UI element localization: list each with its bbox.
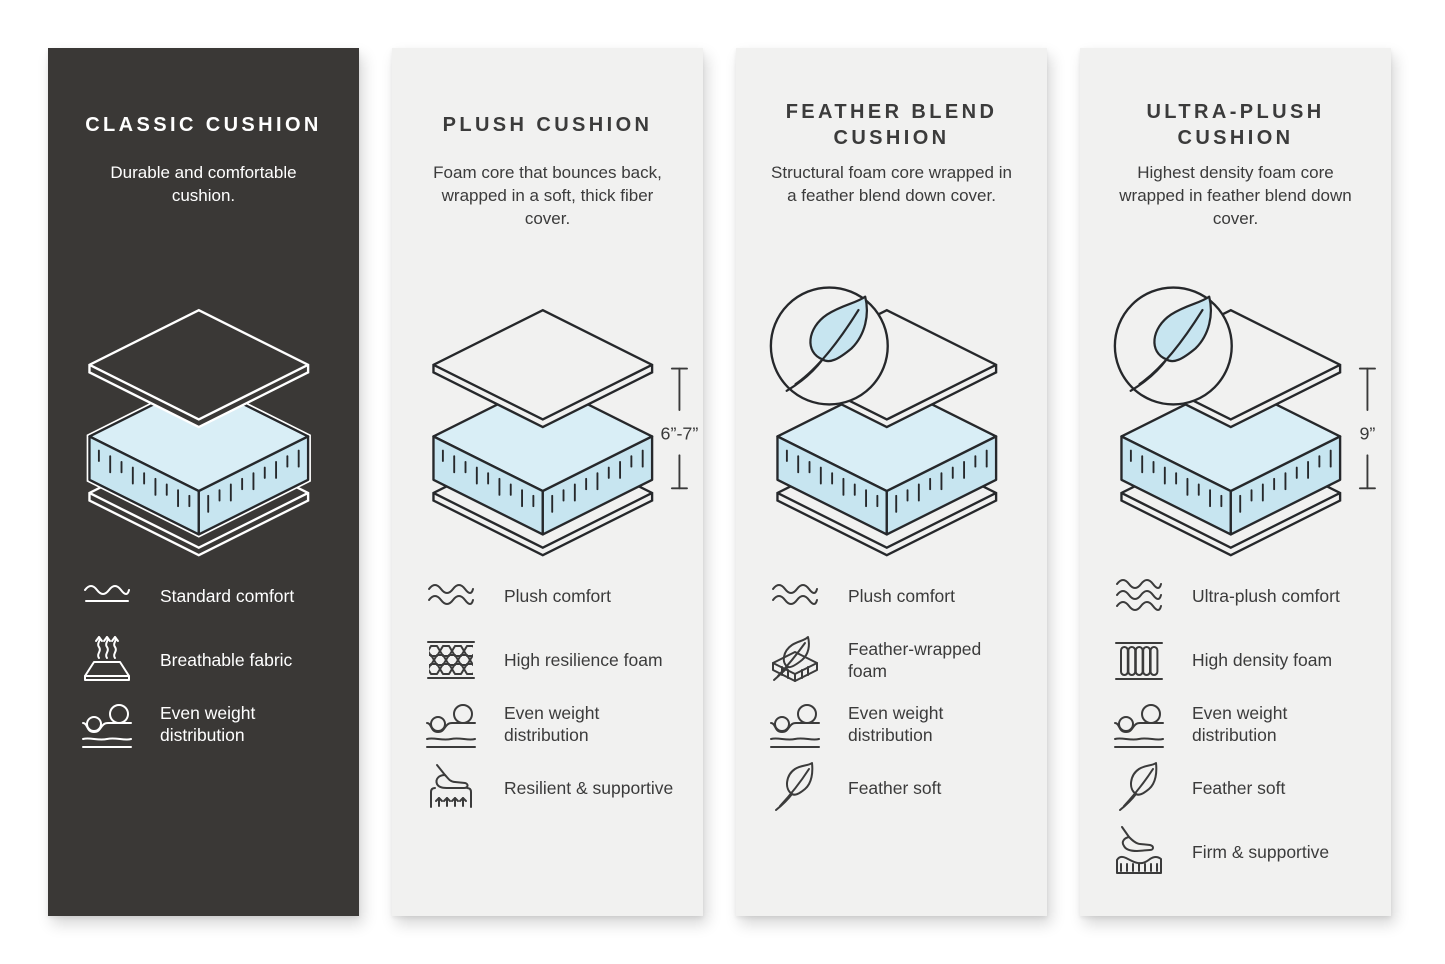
feature-label: Even weight distribution — [160, 702, 256, 745]
wave-single-icon — [80, 569, 134, 623]
feather-badge-icon — [1115, 288, 1232, 405]
feature-list — [762, 569, 1021, 815]
dimension-label: 6”-7” — [660, 423, 699, 444]
cushion-illustration — [736, 280, 1047, 559]
even-weight-icon — [424, 697, 478, 751]
feature-row — [1112, 697, 1365, 751]
feature-label: High resilience foam — [504, 649, 663, 670]
honeycomb-icon — [424, 633, 478, 687]
feature-label: Standard comfort — [160, 585, 295, 606]
resilient-icon — [424, 761, 478, 815]
cushion-top-layer — [89, 310, 308, 427]
even-weight-icon — [768, 697, 822, 751]
feature-label: Plush comfort — [848, 585, 955, 606]
feature-row — [424, 633, 677, 687]
panel-title: ULTRA-PLUSH CUSHION — [1146, 100, 1325, 149]
feature-label: Firm & supportive — [1192, 841, 1330, 862]
feature-list — [418, 569, 677, 815]
feature-list — [74, 569, 333, 751]
wave-double-icon — [768, 569, 822, 623]
even-weight-icon — [1112, 697, 1166, 751]
cushion-top-layer — [433, 310, 652, 427]
panels — [48, 48, 1391, 916]
feature-label: Resilient & supportive — [504, 777, 674, 798]
illustration-area — [392, 280, 703, 559]
illustration-area — [48, 280, 359, 559]
feature-label: Plush comfort — [504, 585, 611, 606]
illustration-area — [736, 280, 1047, 559]
firm-icon — [1112, 825, 1166, 879]
panel-title: FEATHER BLEND CUSHION — [785, 100, 998, 149]
panel-classic-cushion — [48, 48, 359, 916]
panel-description: Foam core that bounces back, wrapped in a soft, thick fiber cover. — [433, 163, 662, 228]
panel-description: Highest density foam core wrapped in feather blend down cover. — [1119, 163, 1352, 228]
even-weight-icon — [80, 697, 134, 751]
feather-badge-icon — [771, 288, 888, 405]
panel-title: PLUSH CUSHION — [442, 113, 653, 136]
feather-foam-icon — [768, 633, 822, 687]
feature-label: Feather soft — [1192, 777, 1286, 798]
feature-label: Even weight distribution — [1192, 702, 1288, 745]
density-foam-icon — [1112, 633, 1166, 687]
feature-label: Even weight distribution — [504, 702, 600, 745]
feature-row — [424, 761, 677, 815]
feature-row — [80, 633, 333, 687]
feature-row — [768, 569, 1021, 623]
feature-label: High density foam — [1192, 649, 1333, 670]
wave-double-icon — [424, 569, 478, 623]
feature-row — [1112, 633, 1365, 687]
feather-icon — [768, 761, 822, 815]
feature-label: Even weight distribution — [848, 702, 944, 745]
feature-row — [768, 697, 1021, 751]
panel-title: CLASSIC CUSHION — [85, 113, 322, 136]
feature-label: Ultra-plush comfort — [1192, 585, 1340, 606]
panel-plush-cushion — [392, 48, 703, 916]
dimension-label: 9” — [1359, 423, 1376, 444]
feature-row — [1112, 569, 1365, 623]
feature-row — [80, 569, 333, 623]
feature-row — [424, 569, 677, 623]
feature-list — [1106, 569, 1365, 879]
cushion-illustration — [1080, 280, 1391, 559]
feature-label: Feather-wrapped foam — [848, 638, 982, 681]
wave-triple-icon — [1112, 569, 1166, 623]
feature-row — [80, 697, 333, 751]
feature-row — [768, 633, 1021, 687]
panel-ultra-plush-cushion — [1080, 48, 1391, 916]
breathable-icon — [80, 633, 134, 687]
panel-description: Structural foam core wrapped in a feather blend down cover. — [771, 163, 1012, 205]
cushion-illustration — [392, 280, 703, 559]
panel-description: Durable and comfortable cushion. — [110, 163, 297, 205]
feature-label: Feather soft — [848, 777, 942, 798]
feature-row — [424, 697, 677, 751]
feature-row — [1112, 825, 1365, 879]
feather-icon — [1112, 761, 1166, 815]
feature-label: Breathable fabric — [160, 649, 293, 670]
cushion-illustration — [48, 280, 359, 559]
illustration-area — [1080, 280, 1391, 559]
panel-feather-blend-cushion — [736, 48, 1047, 916]
feature-row — [1112, 761, 1365, 815]
feature-row — [768, 761, 1021, 815]
